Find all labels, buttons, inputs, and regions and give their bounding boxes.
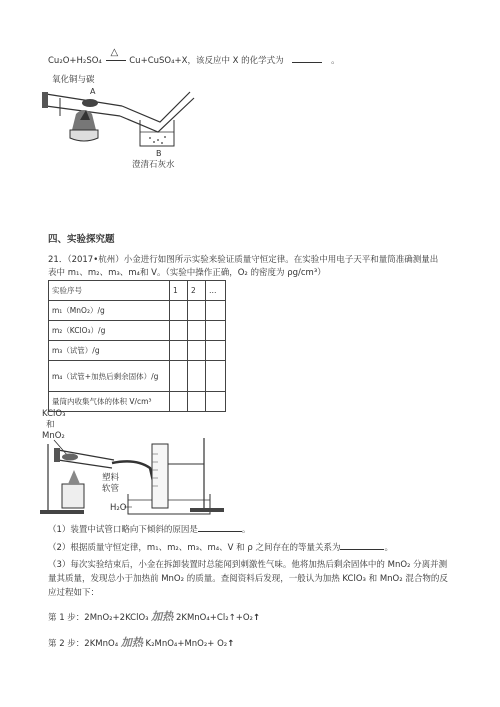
gas-arrow-icon: ↑ <box>252 613 261 623</box>
sub-question-3-line1: （3）每次实验结束后，小金在拆卸装置时总能闻到刺激性气味。他将加热后剩余固体中的 MnO₂ 分离并测 <box>48 560 448 570</box>
cuo-carbon-apparatus-figure <box>40 70 230 170</box>
table-cell[interactable] <box>188 321 206 341</box>
row-label: m₂（KClO₃）/g <box>49 321 170 341</box>
equation-right: Cu+CuSO₄+X，该反应中 X 的化学式为 <box>129 56 284 66</box>
table-cell[interactable] <box>188 341 206 361</box>
table-cell[interactable] <box>170 341 188 361</box>
answer-blank-x[interactable] <box>292 62 322 63</box>
mno2-label: MnO₂ <box>42 431 65 441</box>
plastic-label: 塑料 <box>102 473 120 483</box>
table-cell[interactable] <box>188 301 206 321</box>
gas-arrow-icon: ↑ <box>227 639 235 649</box>
table-row <box>49 361 226 392</box>
label-a: A <box>90 87 96 96</box>
reaction-step-2: 第 2 步：2KMnO₄ 加热 K₂MnO₄+MnO₂+ O₂↑ <box>48 636 235 649</box>
row-label: 量筒内收集气体的体积 V/cm³ <box>49 392 170 412</box>
table-cell[interactable] <box>206 361 226 392</box>
sub-question-1: （1）装置中试管口略向下倾斜的原因是 。 <box>48 525 251 535</box>
kclo3-apparatus-figure <box>40 408 240 518</box>
limewater-label: 澄清石灰水 <box>132 160 175 170</box>
header-cell: … <box>206 281 226 301</box>
experiment-record-table <box>48 280 226 412</box>
equation-left: Cu₂O+H₂SO₄ <box>48 56 102 66</box>
and-label: 和 <box>46 420 55 430</box>
q21-line1: 21．（2017•杭州）小金进行如图所示实验来验证质量守恒定律。在实验中用电子天平和量筒准确测量出 <box>48 255 439 265</box>
table-cell[interactable] <box>206 301 226 321</box>
table-cell[interactable] <box>206 341 226 361</box>
table-cell[interactable] <box>170 301 188 321</box>
sub-question-3-line3: 应过程如下： <box>48 588 100 598</box>
reaction-step-1: 第 1 步：2MnO₂+2KClO₃ 加热 2KMnO₄+Cl₂↑+O₂↑ <box>48 610 261 623</box>
row-label: m₁（MnO₂）/g <box>49 301 170 321</box>
table-cell[interactable] <box>188 361 206 392</box>
q21-line2: 表中 m₁、m₂、m₃、m₄和 V。（实验中操作正确，O₂ 的密度为 ρg/cm³） <box>48 268 326 278</box>
answer-blank-2[interactable] <box>340 549 384 550</box>
header-cell: 2 <box>188 281 206 301</box>
water-label: H₂O <box>110 503 127 513</box>
equation-line: Cu₂O+H₂SO₄ △ Cu+CuSO₄+X，该反应中 X 的化学式为 。 <box>48 47 340 66</box>
kclo3-label: KClO₃ <box>42 409 66 419</box>
table-cell[interactable] <box>170 361 188 392</box>
label-b: B <box>156 149 162 158</box>
row-label: m₄（试管+加热后剩余固体）/g <box>49 361 170 392</box>
table-header-row <box>49 281 226 301</box>
reagent-label: 氧化铜与碳 <box>52 75 95 85</box>
answer-blank-1[interactable] <box>198 531 242 532</box>
header-cell: 1 <box>170 281 188 301</box>
table-cell[interactable] <box>170 321 188 341</box>
hose-label: 软管 <box>102 484 120 494</box>
heat-label: 加热 <box>151 610 174 623</box>
table-row <box>49 301 226 321</box>
heat-label: 加热 <box>120 636 143 649</box>
section-title: 四、实验探究题 <box>48 234 115 245</box>
table-row <box>49 341 226 361</box>
heat-triangle: △ <box>105 56 127 66</box>
row-label: m₃（试管）/g <box>49 341 170 361</box>
header-cell: 实验序号 <box>49 281 170 301</box>
table-cell[interactable] <box>206 321 226 341</box>
table-row <box>49 321 226 341</box>
sub-question-2: （2）根据质量守恒定律，m₁、m₂、m₃、m₄、V 和 ρ 之间存在的等量关系为 。 <box>48 543 393 553</box>
sub-question-3-line2: 量其质量，发现总小于加热前 MnO₂ 的质量。查阅资料后发现，一般认为加热 KClO₃ 和 MnO₂ 混合物的反 <box>48 574 448 584</box>
